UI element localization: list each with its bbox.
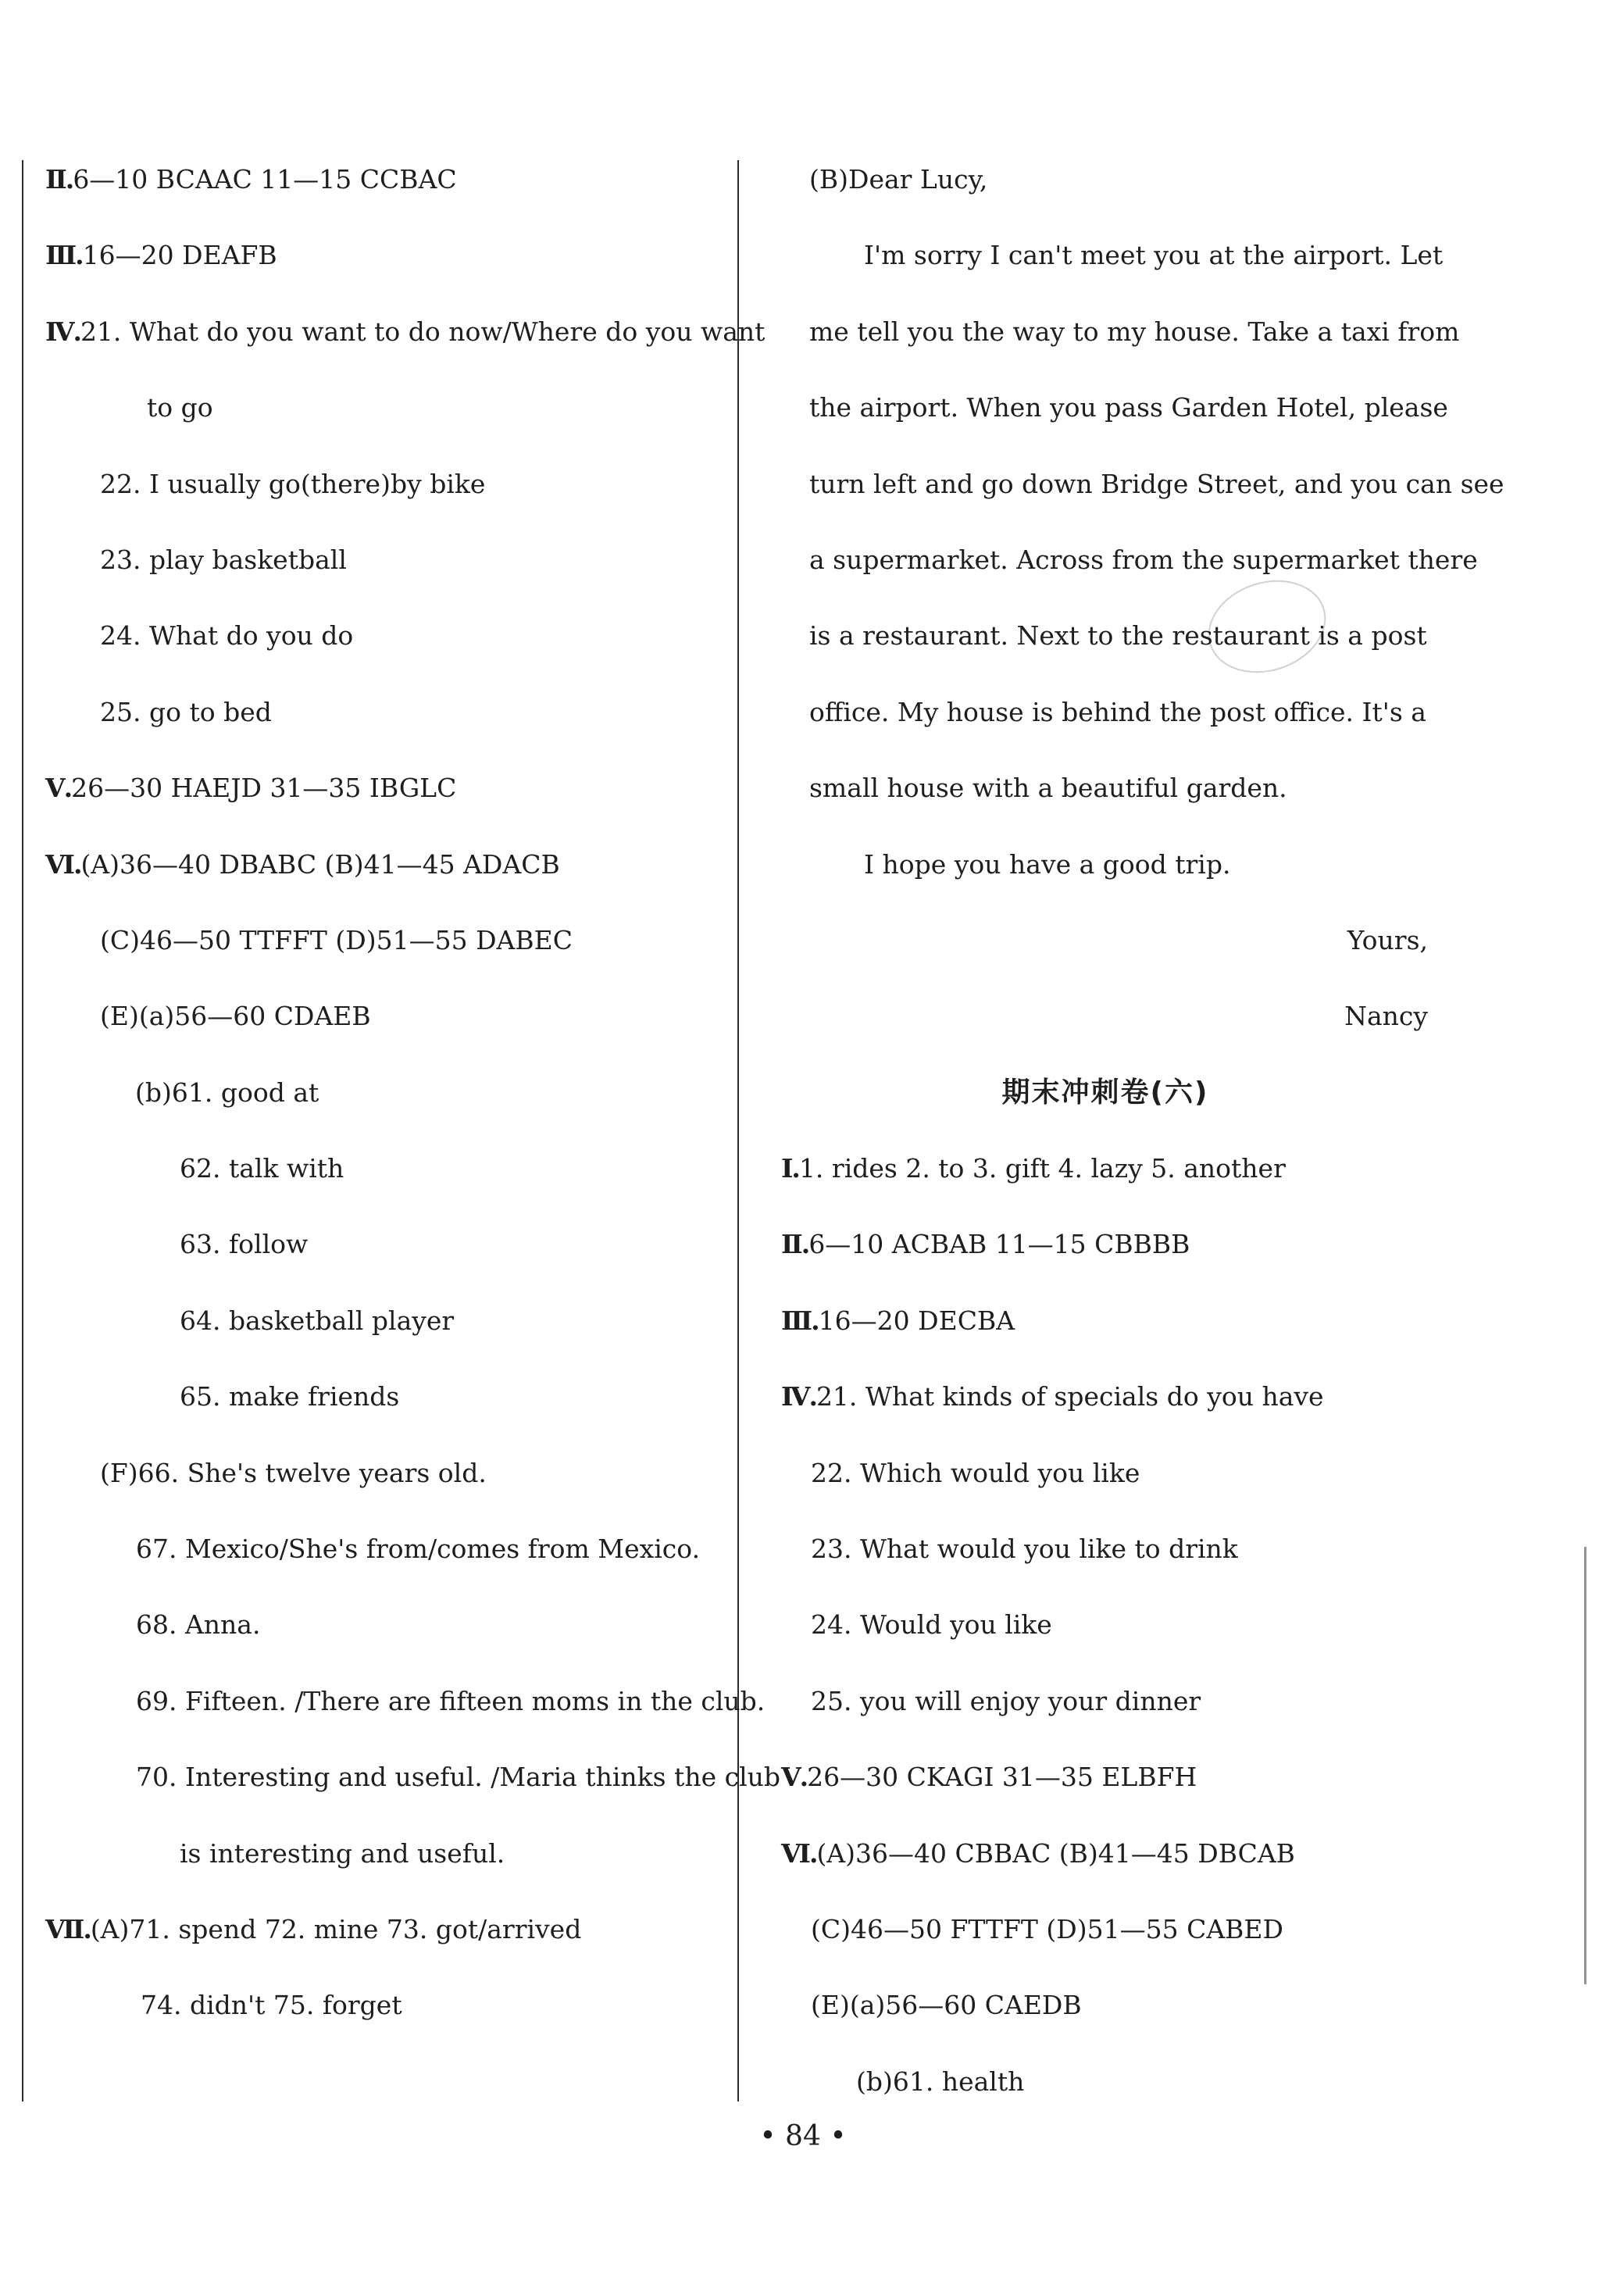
answer-line: 23. What would you like to drink: [811, 1534, 1238, 1565]
answer-line: is interesting and useful.: [180, 1837, 505, 1869]
letter-signature: Nancy: [1344, 1001, 1428, 1032]
letter-closing: I hope you have a good trip.: [864, 848, 1231, 880]
answer-line: 24. What do you do: [100, 620, 354, 652]
letter-heading: (B)Dear Lucy,: [809, 164, 988, 195]
answer-line: Ⅲ.16—20 DEAFB: [45, 240, 277, 271]
answer-line: Ⅵ.(A)36—40 DBABC (B)41—45 ADACB: [45, 848, 560, 880]
answer-line: (b)61. health: [856, 2066, 1025, 2097]
page-number: • 84 •: [759, 2120, 847, 2152]
left-margin-rule: [22, 160, 23, 2101]
answer-line: 68. Anna.: [136, 1609, 261, 1641]
answer-line: Ⅴ.26—30 CKAGI 31—35 ELBFH: [781, 1762, 1197, 1793]
answer-line: 64. basketball player: [180, 1305, 455, 1336]
letter-line: I'm sorry I can't meet you at the airport. Let: [864, 240, 1444, 271]
answer-line: (F)66. She's twelve years old.: [100, 1457, 487, 1488]
answer-line: 69. Fifteen. /There are fifteen moms in the club.: [136, 1685, 766, 1716]
answer-line: to go: [147, 392, 213, 423]
answer-line: (b)61. good at: [135, 1077, 319, 1108]
answer-line: 65. make friends: [180, 1381, 400, 1412]
answer-line: Ⅲ.16—20 DECBA: [781, 1305, 1015, 1336]
answer-line: Ⅶ.(A)71. spend 72. mine 73. got/arrived: [45, 1913, 582, 1944]
answer-line: 24. Would you like: [811, 1609, 1052, 1641]
answer-line: 22. I usually go(there)by bike: [100, 468, 486, 499]
answer-line: (E)(a)56—60 CAEDB: [811, 1990, 1082, 2021]
letter-line: office. My house is behind the post office. It's a: [809, 696, 1426, 727]
answer-line: 67. Mexico/She's from/comes from Mexico.: [136, 1534, 701, 1565]
answer-line: Ⅴ.26—30 HAEJD 31—35 IBGLC: [45, 773, 457, 804]
left-column: [45, 152, 780, 2055]
answer-line: 25. you will enjoy your dinner: [811, 1685, 1201, 1716]
letter-line: turn left and go down Bridge Street, and you can see: [809, 468, 1504, 499]
answer-line: 62. talk with: [180, 1153, 344, 1184]
answer-line: Ⅰ.1. rides 2. to 3. gift 4. lazy 5. another: [781, 1153, 1286, 1184]
column-divider-rule: [737, 160, 739, 2101]
letter-line: a supermarket. Across from the supermarket there: [809, 544, 1478, 575]
answer-line: Ⅱ.6—10 BCAAC 11—15 CCBAC: [45, 164, 457, 195]
answer-line: Ⅵ.(A)36—40 CBBAC (B)41—45 DBCAB: [781, 1837, 1295, 1869]
section-title: 期末冲刺卷(六): [1001, 1076, 1209, 1109]
answer-line: 70. Interesting and useful. /Maria thinks the club: [136, 1762, 780, 1793]
answer-line: Ⅳ.21. What do you want to do now/Where do you want: [45, 316, 766, 347]
scan-edge-mark: [1584, 1547, 1586, 1984]
answer-line: 25. go to bed: [100, 696, 272, 727]
answer-line: 22. Which would you like: [811, 1457, 1140, 1488]
answer-line: (C)46—50 FTTFT (D)51—55 CABED: [811, 1913, 1283, 1944]
answer-line: 23. play basketball: [100, 544, 347, 575]
letter-line: small house with a beautiful garden.: [809, 773, 1287, 804]
letter-line: is a restaurant. Next to the restaurant is a post: [809, 620, 1427, 652]
answer-line: Ⅱ.6—10 ACBAB 11—15 CBBBB: [781, 1229, 1190, 1260]
letter-line: me tell you the way to my house. Take a taxi from: [809, 316, 1460, 347]
letter-sign-off: Yours,: [1347, 924, 1428, 955]
answer-line: 74. didn't 75. forget: [141, 1990, 402, 2021]
answer-line: (E)(a)56—60 CDAEB: [100, 1001, 371, 1032]
answer-line: 63. follow: [180, 1229, 309, 1260]
answer-line: (C)46—50 TTFFT (D)51—55 DABEC: [100, 924, 573, 955]
right-column: [781, 152, 1504, 2130]
answer-line: Ⅳ.21. What kinds of specials do you have: [781, 1381, 1324, 1412]
letter-line: the airport. When you pass Garden Hotel, please: [809, 392, 1448, 423]
